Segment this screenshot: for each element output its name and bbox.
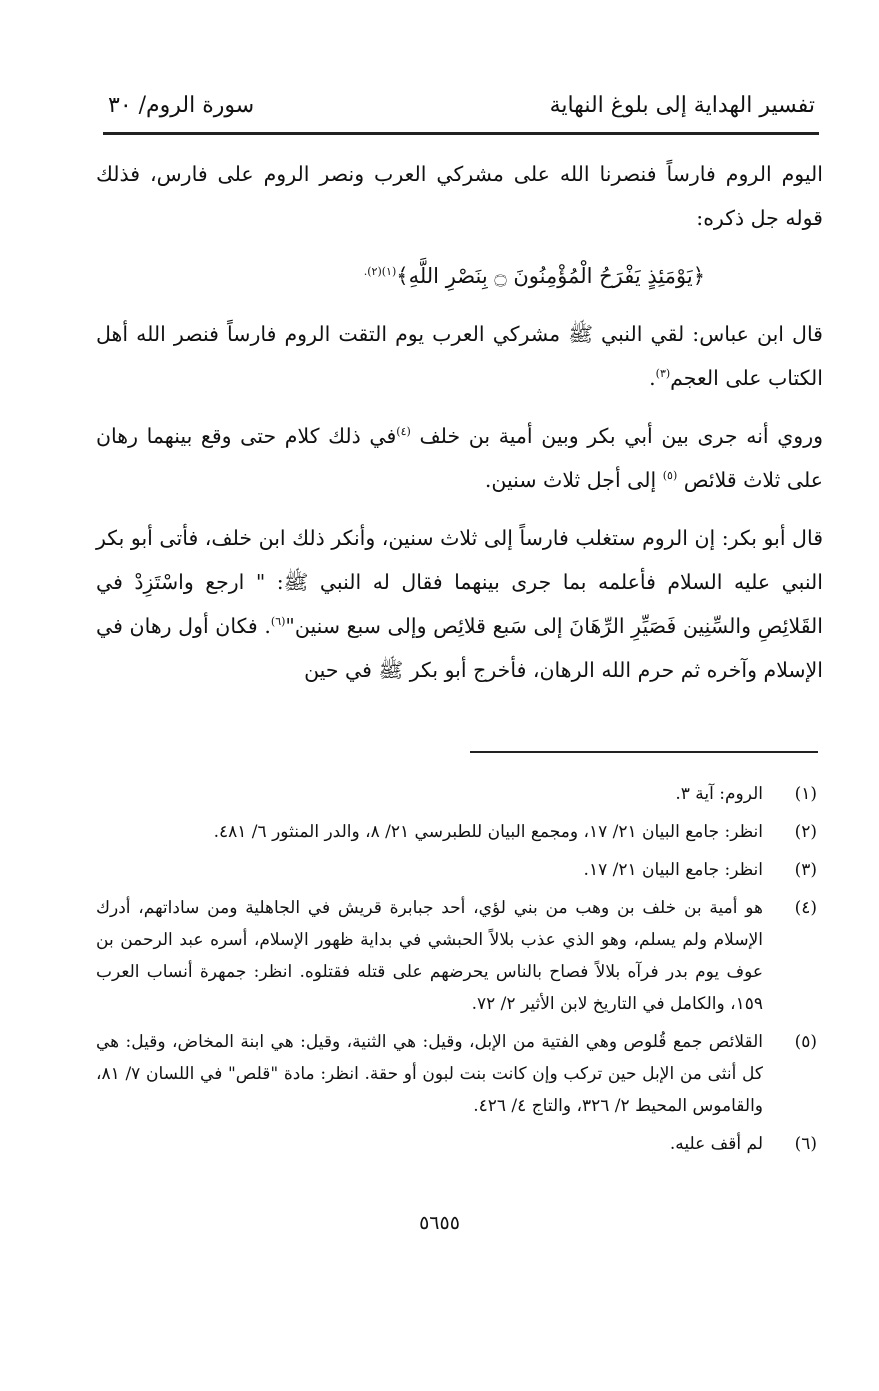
footnote-1 (96, 778, 817, 810)
footnote-number: (٦) (794, 1134, 817, 1154)
paragraph-3-text-a: وروي أنه جرى بين أبي بكر وبين أمية بن خلف (410, 424, 823, 448)
footnote-text: لم أقف عليه. (669, 1134, 763, 1154)
footnote-number: (٣) (794, 860, 817, 880)
header-book-title: تفسير الهداية إلى بلوغ النهاية (549, 93, 815, 118)
header-rule (103, 132, 819, 135)
footnote-text: انظر: جامع البيان ٢١/ ١٧. (583, 860, 763, 880)
page-number: ٥٦٥٥ (419, 1212, 460, 1234)
footnote-number: (١) (794, 784, 817, 804)
footnote-ref-3: (٣) (655, 367, 671, 381)
footnote-separator (470, 751, 818, 753)
footnote-ref-5: (٥) (662, 469, 678, 483)
verse-footnote-refs: (١)(٢). (363, 265, 397, 278)
footnote-6 (96, 1128, 817, 1160)
paragraph-2: قال ابن عباس: لقي النبي ﷺ مشركي العرب يوم التقت الروم فارساً فنصر الله أهل الكتاب على العجم$^{(٣)}$. (96, 322, 823, 390)
footnote-number: (٤) (794, 898, 817, 918)
paragraph-3-text-b: في ذلك كلام حتى وقع بينهما رهان على ثلاث قلائص (96, 424, 823, 492)
footnote-number: (٥) (794, 1032, 817, 1052)
footnote-ref-4: (٤) (396, 425, 411, 439)
paragraph-4-text: قال أبو بكر: إن الروم ستغلب فارساً إلى ثلاث سنين، وأنكر ذلك ابن خلف، فأتى أبو بكر النبي عليه السلام فأعلمه بما جرى بينهما فقال له النبي ﷺ: " ارجع واسْتَزِدْ في القَلائِصِ والسِّنِين فَصَيِّرِ الرِّهَانَ إلى سَبع قلائِص وإلى سبع سنين" (96, 526, 824, 638)
footnote-2 (96, 816, 817, 848)
quran-verse (96, 254, 823, 298)
verse-text: ﴿يَوْمَئِذٍ يَفْرَحُ الْمُؤْمِنُونَ ۝ بِنَصْرِ اللَّهِ﴾ (396, 264, 705, 288)
footnote-3 (96, 854, 817, 886)
paragraph-2-text: قال ابن عباس: لقي النبي ﷺ مشركي العرب يوم التقت الروم فارساً فنصر الله أهل الكتاب على العجم (96, 322, 823, 390)
footnote-number: (٢) (794, 822, 817, 842)
running-header (108, 88, 815, 124)
footnote-5 (96, 1026, 817, 1122)
footnote-ref-6: (٦) (270, 615, 286, 629)
footnotes (96, 778, 817, 1166)
footnote-text: الروم: آية ٣. (675, 784, 763, 804)
paragraph-4-text-b: . فكان أول رهان في الإسلام وآخره ثم حرم الله الرهان، فأخرج أبو بكر ﷺ في حين (96, 614, 823, 682)
paragraph-1: اليوم الروم فارساً فنصرنا الله على مشركي العرب ونصر الروم على فارس، فذلك قوله جل ذكره: (96, 162, 823, 230)
footnote-4 (96, 892, 817, 1020)
footnote-text: انظر: جامع البيان ٢١/ ١٧، ومجمع البيان للطبرسي ٢١/ ٨، والدر المنثور ٦/ ٤٨١. (213, 822, 763, 842)
footnote-text: هو أمية بن خلف بن وهب من بني لؤي، أحد جبابرة قريش في الجاهلية ومن ساداتهم، أدرك الإسلام ولم يسلم، وهو الذي عذب بلالاً الحبشي في بداية ظهور الإسلام، أسره عبد الرحمن بن عوف يوم بدر فرآه بلالاً فصاح بالناس يحرضهم على قتله فقتلوه. انظر: جمهرة أنساب العرب ١٥٩، والكامل في التاريخ لابن الأثير ٢/ ٧٢. (96, 898, 763, 1014)
paragraph-3-text-c: إلى أجل ثلاث سنين. (484, 468, 663, 492)
paragraph-3 (96, 414, 823, 502)
paragraph-4 (96, 516, 823, 692)
main-text (96, 152, 823, 706)
header-surah-label: سورة الروم/ ٣٠ (108, 93, 255, 118)
footnote-text: القلائص جمع قُلوص وهي الفتية من الإبل، وقيل: هي الثنية، وقيل: هي ابنة المخاض، وقيل: هي كل أنثى من الإبل حين تركب وإن كانت بنت لبون أو حقة. انظر: مادة "قلص" في اللسان ٧/ ٨١، والقاموس المحيط ٢/ ٣٢٦، والتاج ٤/ ٤٢٦. (96, 1032, 763, 1116)
